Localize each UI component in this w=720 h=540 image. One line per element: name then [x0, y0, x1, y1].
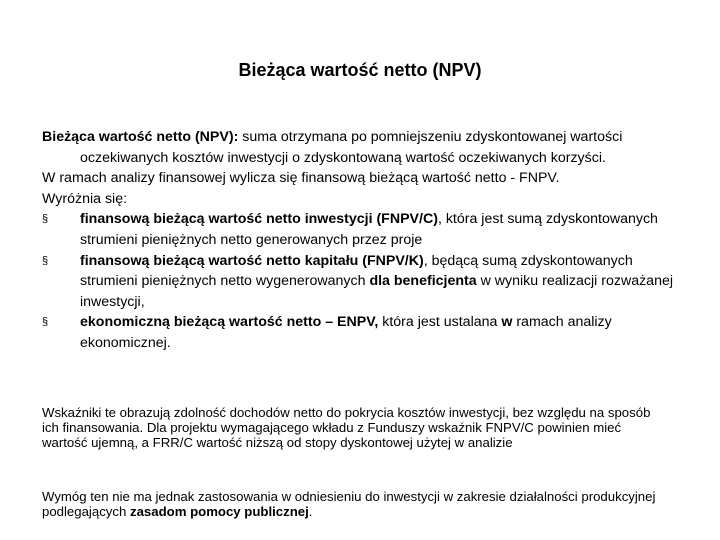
bullet-text: która jest ustalana	[378, 314, 502, 331]
bullet-text: , będącą sumą zdyskontowanych strumieni pieniężnych netto wygenerowanych	[80, 252, 633, 290]
bullet-icon: §	[42, 254, 49, 267]
indicator-note-text: Wskaźniki te obrazują zdolność dochodów netto do pokrycia kosztów inwestycji, bez względu na sposób ich finansowania. Dla projektu wymagającego wkładu z Funduszy wskaźnik FNPV/C powinien mieć wartość ujemną, a FRR/C wartość niższą od stopy dyskontowej użytej w analizie	[42, 405, 651, 451]
bullet-text-end: ramach analizy ekonomicznej.	[80, 314, 612, 351]
bullet-emphasis: dla beneficjenta	[369, 273, 477, 290]
definition-text: suma otrzymana po pomniejszeniu zdyskontowanej wartości oczekiwanych kosztów inwestycji o zdyskontowaną wartość oczekiwanych korzyści.	[80, 129, 623, 166]
bullet-text: , która jest sumą zdyskontowanych strumieni pieniężnych netto generowanych przez proje	[80, 211, 658, 248]
definition-paragraph	[42, 127, 682, 168]
bullet-term: ekonomiczną bieżącą wartość netto – ENPV,	[80, 314, 379, 331]
bullet-term: finansową bieżącą wartość netto inwestycji (FNPV/C)	[80, 211, 438, 228]
slide-title: Bieżąca wartość netto (NPV)	[238, 60, 482, 80]
bullet-term: finansową bieżącą wartość netto kapitału (FNPV/K)	[80, 252, 424, 269]
analysis-paragraph: W ramach analizy finansowej wylicza się finansową bieżącą wartość netto - FNPV.	[42, 170, 560, 187]
requirement-note-paragraph	[42, 489, 662, 519]
bullet-item-fnpv-k	[42, 251, 682, 313]
bullet-text-end: w wyniku realizacji rozważanej inwestycji,	[80, 273, 674, 310]
bullet-icon: §	[42, 316, 49, 329]
bullet-emphasis: w	[501, 314, 513, 331]
distinguish-paragraph: Wyróżnia się:	[42, 190, 128, 207]
requirement-note-emphasis: zasadom pomocy publicznej	[129, 504, 309, 520]
requirement-note-end: .	[308, 504, 313, 520]
indicator-note	[42, 405, 662, 451]
definition-term: Bieżąca wartość netto (NPV):	[42, 129, 239, 145]
bullet-icon: §	[42, 213, 49, 226]
main-content	[42, 127, 682, 354]
bullet-item-enpv	[42, 312, 682, 353]
requirement-note-text: Wymóg ten nie ma jednak zastosowania w odniesieniu do inwestycji w zakresie działalności produkcyjnej podlegających	[42, 489, 656, 520]
requirement-note	[42, 489, 662, 519]
bullet-item-fnpv-c	[42, 209, 682, 250]
